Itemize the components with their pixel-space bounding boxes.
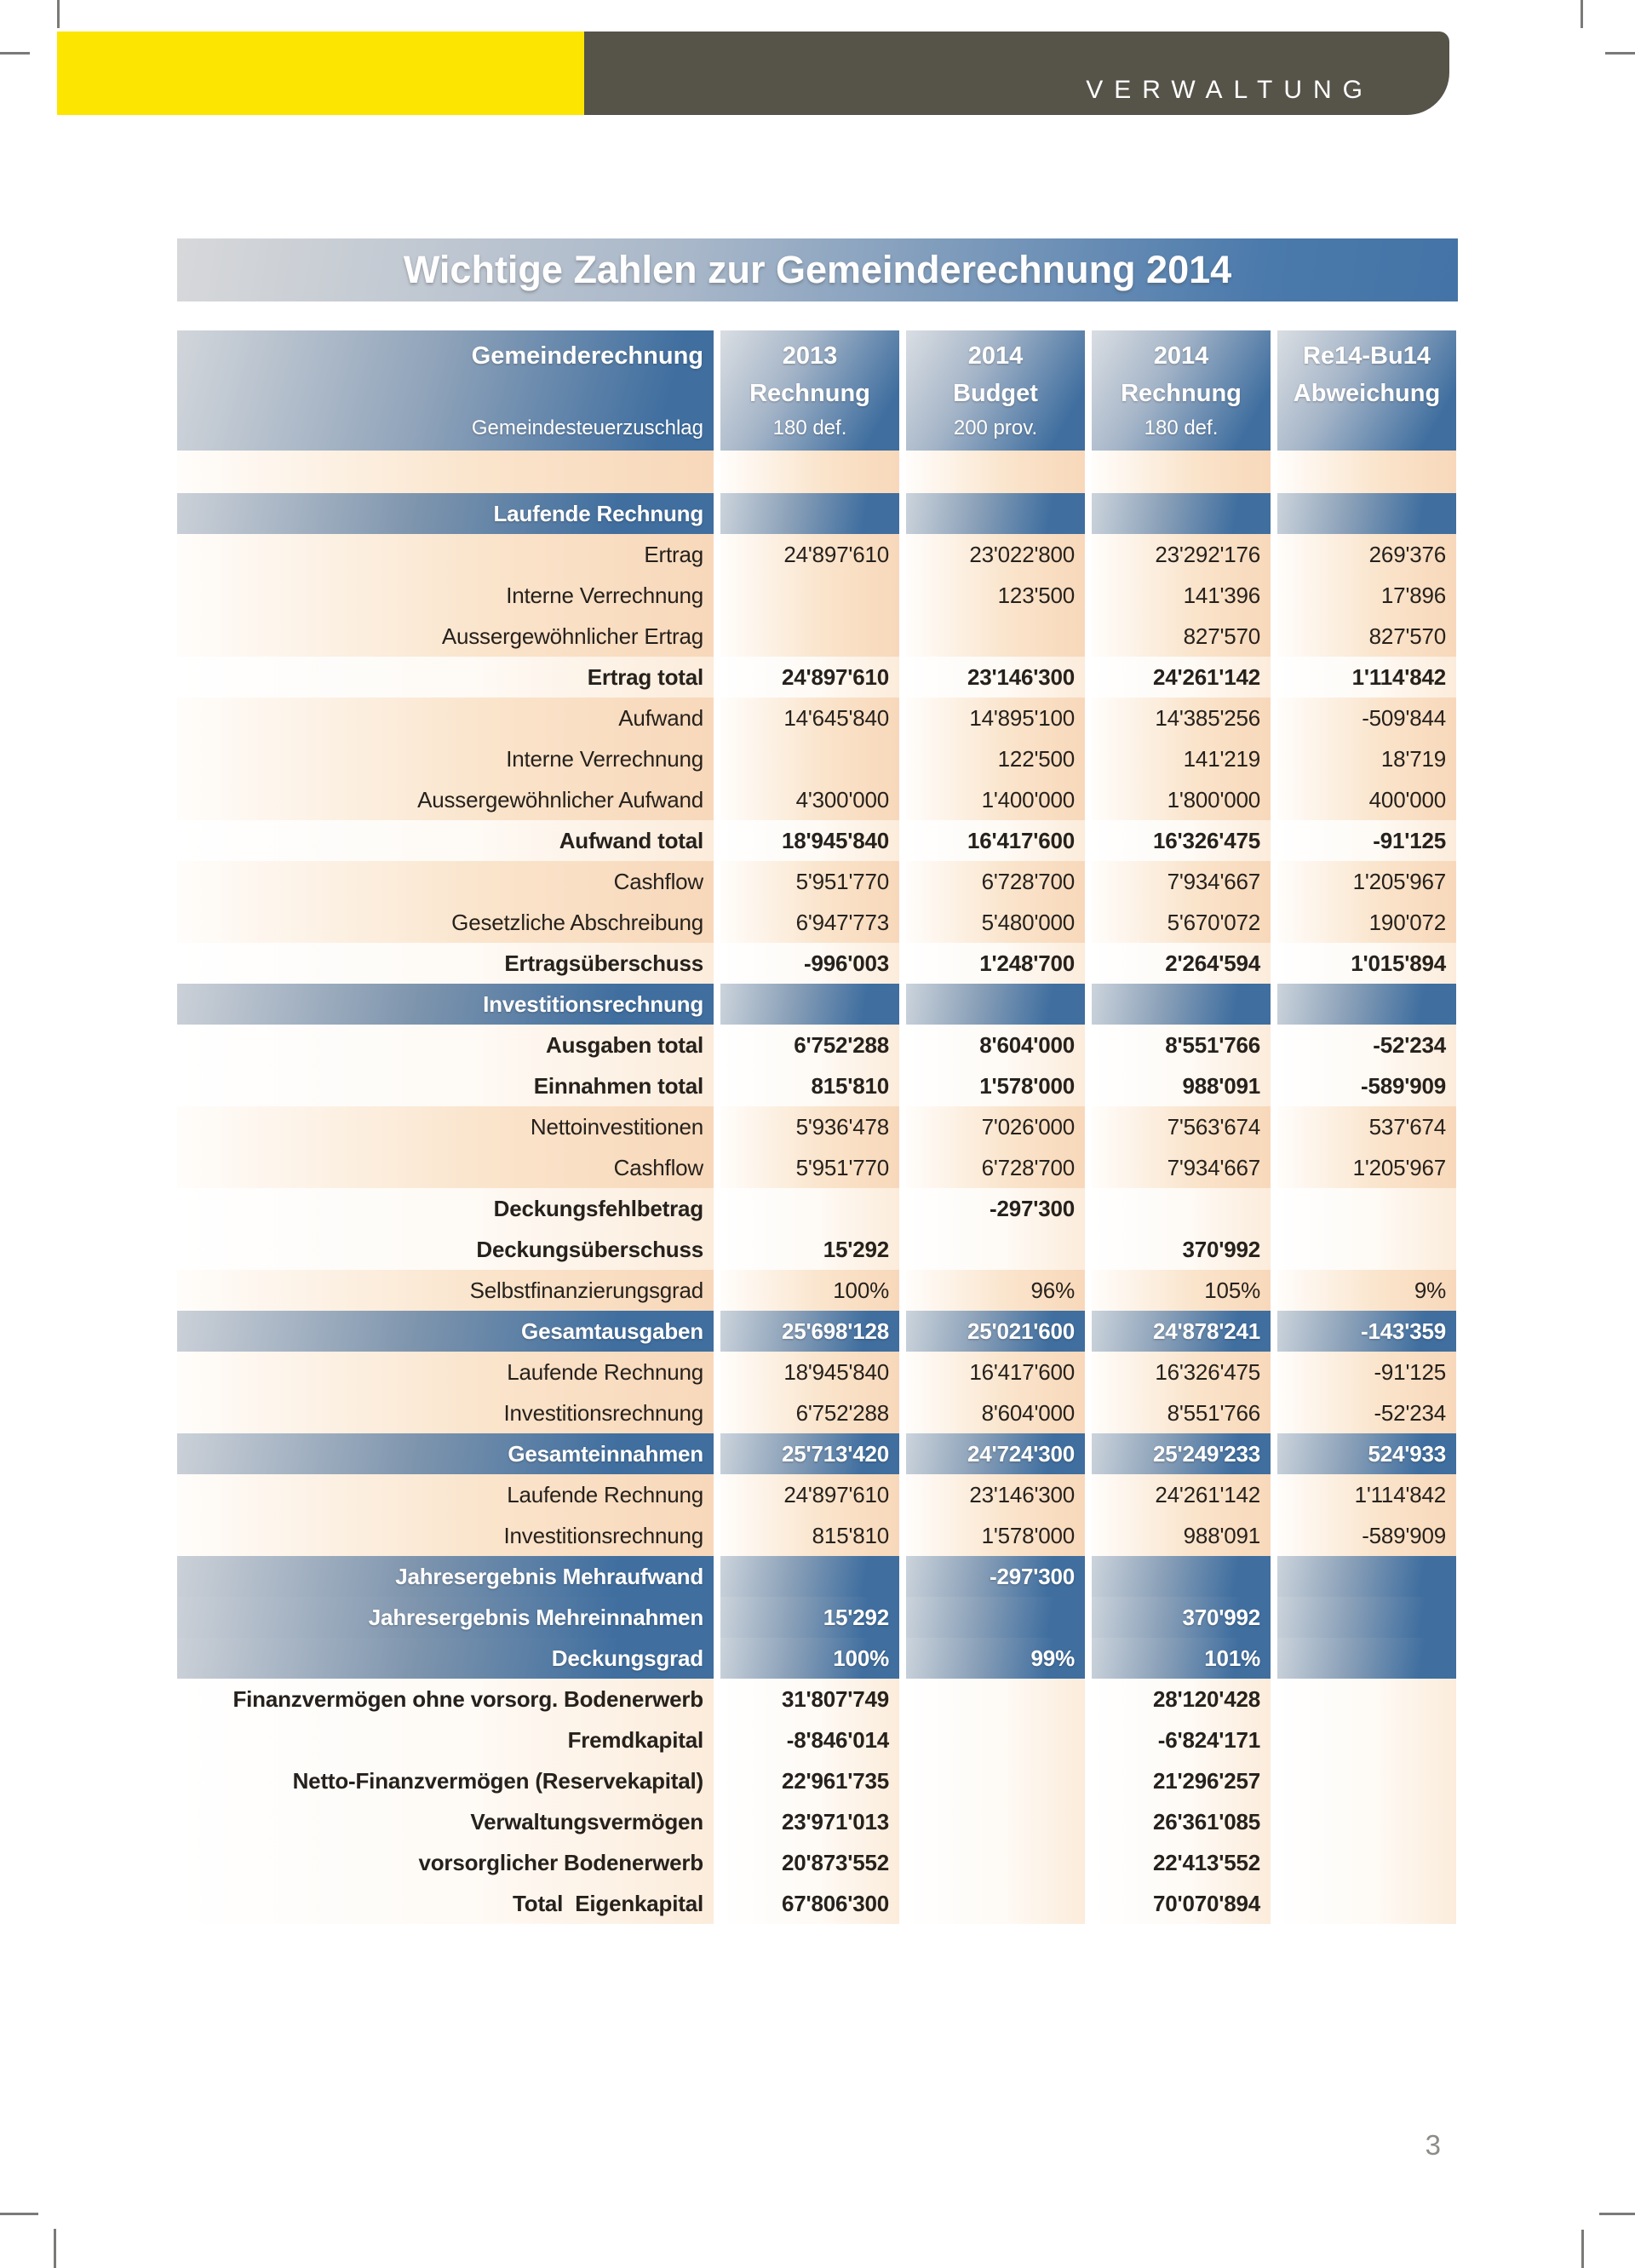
- table-row: [177, 616, 1456, 657]
- cell-value-col1: [720, 1188, 899, 1229]
- cell-value-col2: 16'417'600: [906, 1352, 1085, 1392]
- cell-value-col4: -52'234: [1277, 1392, 1456, 1433]
- header-column-4-line2: Abweichung: [1293, 379, 1441, 407]
- cell-value-col2: 23'146'300: [906, 657, 1085, 698]
- header-column-2-line1: 2014: [967, 342, 1024, 370]
- header-column-2-line2: Budget: [953, 379, 1038, 407]
- row-label: Jahresergebnis Mehreinnahmen: [177, 1597, 714, 1638]
- section-row: [177, 984, 1456, 1025]
- cell-value-col4: -589'909: [1277, 1515, 1456, 1556]
- page-number: 3: [1425, 2129, 1441, 2161]
- cell-value-col1: 25'698'128: [720, 1311, 899, 1352]
- cell-value-col4: -589'909: [1277, 1065, 1456, 1106]
- banner-yellow-block: [57, 32, 584, 115]
- table-row: [177, 657, 1456, 698]
- row-label: Fremdkapital: [177, 1720, 714, 1760]
- cell-value-col1: 24'897'610: [720, 657, 899, 698]
- crop-mark-top-left-h: [0, 52, 30, 55]
- cell-value-col2: [906, 984, 1085, 1025]
- row-label: Cashflow: [177, 1147, 714, 1188]
- cell-value-col1: [720, 738, 899, 779]
- cell-value-col4: -52'234: [1277, 1025, 1456, 1065]
- cell-value-col4: [1277, 1188, 1456, 1229]
- cell-value-col2: 6'728'700: [906, 1147, 1085, 1188]
- table-row: [177, 1392, 1456, 1433]
- table-row: [177, 1597, 1456, 1638]
- cell-value-col4: 537'674: [1277, 1106, 1456, 1147]
- table-row: [177, 1883, 1456, 1924]
- cell-value-col1: 5'951'770: [720, 861, 899, 902]
- table-row: [177, 1352, 1456, 1392]
- header-column-2-line3: 200 prov.: [953, 416, 1038, 439]
- cell-value-col1: 31'807'749: [720, 1679, 899, 1720]
- table-row: [177, 1720, 1456, 1760]
- table-row: [177, 779, 1456, 820]
- crop-mark-bottom-left-v: [54, 2229, 56, 2268]
- row-label: Finanzvermögen ohne vorsorg. Bodenerwerb: [177, 1679, 714, 1720]
- cell-value-col2: 23'022'800: [906, 534, 1085, 575]
- cell-value-col2: 24'724'300: [906, 1433, 1085, 1474]
- cell-value-col1: 18'945'840: [720, 820, 899, 861]
- cell-value-col2: 6'728'700: [906, 861, 1085, 902]
- cell-value-col4: -91'125: [1277, 1352, 1456, 1392]
- cell-value-col3: 24'261'142: [1092, 1474, 1271, 1515]
- cell-value-col4: 400'000: [1277, 779, 1456, 820]
- table-row: [177, 1474, 1456, 1515]
- cell-value-col3: [1092, 984, 1271, 1025]
- banner-dark-block: [584, 32, 1449, 115]
- row-label: Selbstfinanzierungsgrad: [177, 1270, 714, 1311]
- table-row: [177, 575, 1456, 616]
- table-row: [177, 1760, 1456, 1801]
- header-label-bottom: Gemeindesteuerzuschlag: [471, 416, 703, 439]
- cell-value-col2: -297'300: [906, 1556, 1085, 1597]
- cell-value-col2: 8'604'000: [906, 1025, 1085, 1065]
- header-column-1-line1: 2013: [782, 342, 838, 370]
- row-label: Netto-Finanzvermögen (Reservekapital): [177, 1760, 714, 1801]
- cell-value-col1: 6'947'773: [720, 902, 899, 943]
- cell-value-col3: 28'120'428: [1092, 1679, 1271, 1720]
- cell-value-col2: 1'248'700: [906, 943, 1085, 984]
- cell-value-col3: -6'824'171: [1092, 1720, 1271, 1760]
- cell-value-col1: 67'806'300: [720, 1883, 899, 1924]
- table-row: [177, 1638, 1456, 1679]
- cell-value-col2: 23'146'300: [906, 1474, 1085, 1515]
- cell-value-col3: 23'292'176: [1092, 534, 1271, 575]
- cell-value-col4: 1'205'967: [1277, 861, 1456, 902]
- row-label: Ausgaben total: [177, 1025, 714, 1065]
- table-row: [177, 861, 1456, 902]
- cell-value-col1: [720, 984, 899, 1025]
- cell-value-col1: [720, 575, 899, 616]
- cell-value-col1: 24'897'610: [720, 534, 899, 575]
- cell-value-col4: 18'719: [1277, 738, 1456, 779]
- cell-value-col4: [1277, 1556, 1456, 1597]
- cell-value-col2: 5'480'000: [906, 902, 1085, 943]
- cell-value-col2: 25'021'600: [906, 1311, 1085, 1352]
- table-row: [177, 1025, 1456, 1065]
- cell-value-col4: -143'359: [1277, 1311, 1456, 1352]
- cell-value-col2: [906, 1720, 1085, 1760]
- cell-value-col2: 99%: [906, 1638, 1085, 1679]
- cell-value-col4: [1277, 1597, 1456, 1638]
- cell-value-col2: 96%: [906, 1270, 1085, 1311]
- cell-value-col2: 7'026'000: [906, 1106, 1085, 1147]
- row-label: Investitionsrechnung: [177, 984, 714, 1025]
- crop-mark-top-right-h: [1605, 52, 1635, 55]
- table-row: [177, 738, 1456, 779]
- cell-value-col3: 7'563'674: [1092, 1106, 1271, 1147]
- cell-value-col1: 6'752'288: [720, 1025, 899, 1065]
- cell-value-col1: 15'292: [720, 1229, 899, 1270]
- cell-value-col3: 7'934'667: [1092, 861, 1271, 902]
- table-row: [177, 1065, 1456, 1106]
- cell-value-col1: [720, 451, 899, 493]
- cell-value-col3: 24'261'142: [1092, 657, 1271, 698]
- cell-value-col1: 15'292: [720, 1597, 899, 1638]
- table-row: [177, 943, 1456, 984]
- cell-value-col4: 190'072: [1277, 902, 1456, 943]
- cell-value-col1: 5'951'770: [720, 1147, 899, 1188]
- cell-value-col1: 6'752'288: [720, 1392, 899, 1433]
- cell-value-col4: [1277, 1720, 1456, 1760]
- cell-value-col1: [720, 616, 899, 657]
- cell-value-col3: 101%: [1092, 1638, 1271, 1679]
- cell-value-col3: 2'264'594: [1092, 943, 1271, 984]
- cell-value-col1: 24'897'610: [720, 1474, 899, 1515]
- cell-value-col4: 1'114'842: [1277, 657, 1456, 698]
- cell-value-col2: [906, 1679, 1085, 1720]
- crop-mark-bottom-left-h: [0, 2213, 38, 2215]
- cell-value-col2: 14'895'100: [906, 698, 1085, 738]
- cell-value-col4: [1277, 1760, 1456, 1801]
- row-label: Aufwand: [177, 698, 714, 738]
- cell-value-col4: [1277, 1801, 1456, 1842]
- cell-value-col4: [1277, 984, 1456, 1025]
- cell-value-col2: [906, 1842, 1085, 1883]
- header-label-top: Gemeinderechnung: [471, 342, 703, 370]
- cell-value-col2: [906, 1883, 1085, 1924]
- crop-mark-bottom-right-v: [1581, 2230, 1584, 2268]
- cell-value-col3: 16'326'475: [1092, 820, 1271, 861]
- cell-value-col2: 1'578'000: [906, 1515, 1085, 1556]
- table-row: [177, 1229, 1456, 1270]
- row-label: Deckungsüberschuss: [177, 1229, 714, 1270]
- cell-value-col1: 18'945'840: [720, 1352, 899, 1392]
- row-label: Investitionsrechnung: [177, 1515, 714, 1556]
- cell-value-col4: 1'015'894: [1277, 943, 1456, 984]
- cell-value-col2: 123'500: [906, 575, 1085, 616]
- table-row: [177, 1106, 1456, 1147]
- row-label: vorsorglicher Bodenerwerb: [177, 1842, 714, 1883]
- table-row: [177, 1311, 1456, 1352]
- row-label: Ertrag: [177, 534, 714, 575]
- table-row: [177, 1556, 1456, 1597]
- cell-value-col1: 22'961'735: [720, 1760, 899, 1801]
- cell-value-col4: 524'933: [1277, 1433, 1456, 1474]
- table-row: [177, 1842, 1456, 1883]
- cell-value-col2: [906, 493, 1085, 534]
- row-label: Ertragsüberschuss: [177, 943, 714, 984]
- row-label: [177, 451, 714, 493]
- header-column-3-line3: 180 def.: [1144, 416, 1219, 439]
- cell-value-col2: -297'300: [906, 1188, 1085, 1229]
- header-column-1-line2: Rechnung: [749, 379, 870, 407]
- row-label: Einnahmen total: [177, 1065, 714, 1106]
- header-column-4: [1277, 330, 1456, 451]
- row-label: Gesetzliche Abschreibung: [177, 902, 714, 943]
- cell-value-col3: [1092, 493, 1271, 534]
- cell-value-col1: 14'645'840: [720, 698, 899, 738]
- report-title: Wichtige Zahlen zur Gemeinderechnung 2014: [403, 248, 1232, 291]
- cell-value-col3: 141'219: [1092, 738, 1271, 779]
- table-row: [177, 1801, 1456, 1842]
- table-row: [177, 1433, 1456, 1474]
- cell-value-col1: 23'971'013: [720, 1801, 899, 1842]
- header-column-1: [720, 330, 899, 451]
- crop-mark-top-left-v: [57, 0, 60, 28]
- cell-value-col1: -8'846'014: [720, 1720, 899, 1760]
- row-label: Gesamtausgaben: [177, 1311, 714, 1352]
- header-column-3-line2: Rechnung: [1121, 379, 1242, 407]
- financial-table: [177, 330, 1456, 1924]
- cell-value-col1: 5'936'478: [720, 1106, 899, 1147]
- cell-value-col2: [906, 451, 1085, 493]
- cell-value-col2: 1'578'000: [906, 1065, 1085, 1106]
- cell-value-col3: 24'878'241: [1092, 1311, 1271, 1352]
- cell-value-col1: [720, 1556, 899, 1597]
- table-row: [177, 902, 1456, 943]
- table-row: [177, 1188, 1456, 1229]
- cell-value-col3: 370'992: [1092, 1597, 1271, 1638]
- cell-value-col1: -996'003: [720, 943, 899, 984]
- header-column-2: [906, 330, 1085, 451]
- cell-value-col4: 17'896: [1277, 575, 1456, 616]
- cell-value-col3: 370'992: [1092, 1229, 1271, 1270]
- row-label: Jahresergebnis Mehraufwand: [177, 1556, 714, 1597]
- row-label: Deckungsfehlbetrag: [177, 1188, 714, 1229]
- row-label: Aufwand total: [177, 820, 714, 861]
- cell-value-col3: 1'800'000: [1092, 779, 1271, 820]
- header-label-cell: [177, 330, 714, 451]
- cell-value-col3: [1092, 1556, 1271, 1597]
- cell-value-col4: [1277, 1638, 1456, 1679]
- cell-value-col1: 815'810: [720, 1065, 899, 1106]
- section-row: [177, 493, 1456, 534]
- row-label: Laufende Rechnung: [177, 493, 714, 534]
- cell-value-col2: 16'417'600: [906, 820, 1085, 861]
- row-label: Cashflow: [177, 861, 714, 902]
- cell-value-col4: 827'570: [1277, 616, 1456, 657]
- report-title-bar: [177, 238, 1458, 301]
- header-column-1-line3: 180 def.: [772, 416, 847, 439]
- row-label: Ertrag total: [177, 657, 714, 698]
- cell-value-col2: [906, 1801, 1085, 1842]
- row-label: Investitionsrechnung: [177, 1392, 714, 1433]
- cell-value-col3: 8'551'766: [1092, 1392, 1271, 1433]
- banner-section-label: VERWALTUNG: [1086, 76, 1374, 104]
- cell-value-col4: [1277, 451, 1456, 493]
- table-row: [177, 1515, 1456, 1556]
- table-row: [177, 534, 1456, 575]
- cell-value-col3: 827'570: [1092, 616, 1271, 657]
- cell-value-col4: 1'114'842: [1277, 1474, 1456, 1515]
- cell-value-col4: [1277, 493, 1456, 534]
- cell-value-col3: 14'385'256: [1092, 698, 1271, 738]
- cell-value-col3: 988'091: [1092, 1515, 1271, 1556]
- cell-value-col4: -509'844: [1277, 698, 1456, 738]
- row-label: Laufende Rechnung: [177, 1352, 714, 1392]
- table-row: [177, 820, 1456, 861]
- cell-value-col4: [1277, 1229, 1456, 1270]
- crop-mark-bottom-right-h: [1599, 2213, 1635, 2215]
- row-label: Laufende Rechnung: [177, 1474, 714, 1515]
- cell-value-col2: 8'604'000: [906, 1392, 1085, 1433]
- cell-value-col1: 20'873'552: [720, 1842, 899, 1883]
- table-body: [177, 451, 1456, 1924]
- cell-value-col3: 105%: [1092, 1270, 1271, 1311]
- cell-value-col2: [906, 1597, 1085, 1638]
- cell-value-col2: [906, 1760, 1085, 1801]
- cell-value-col2: [906, 616, 1085, 657]
- cell-value-col1: 4'300'000: [720, 779, 899, 820]
- table-row: [177, 1679, 1456, 1720]
- cell-value-col3: 25'249'233: [1092, 1433, 1271, 1474]
- cell-value-col3: 7'934'667: [1092, 1147, 1271, 1188]
- row-label: Nettoinvestitionen: [177, 1106, 714, 1147]
- cell-value-col3: 16'326'475: [1092, 1352, 1271, 1392]
- cell-value-col4: 9%: [1277, 1270, 1456, 1311]
- cell-value-col2: 1'400'000: [906, 779, 1085, 820]
- row-label: Interne Verrechnung: [177, 575, 714, 616]
- cell-value-col3: [1092, 451, 1271, 493]
- cell-value-col1: 100%: [720, 1638, 899, 1679]
- header-column-3: [1092, 330, 1271, 451]
- cell-value-col4: [1277, 1679, 1456, 1720]
- cell-value-col3: 988'091: [1092, 1065, 1271, 1106]
- row-label: Verwaltungsvermögen: [177, 1801, 714, 1842]
- cell-value-col3: 21'296'257: [1092, 1760, 1271, 1801]
- cell-value-col1: [720, 493, 899, 534]
- header-column-3-line1: 2014: [1153, 342, 1209, 370]
- cell-value-col3: 5'670'072: [1092, 902, 1271, 943]
- row-label: Aussergewöhnlicher Aufwand: [177, 779, 714, 820]
- cell-value-col1: 100%: [720, 1270, 899, 1311]
- cell-value-col3: 70'070'894: [1092, 1883, 1271, 1924]
- top-banner: [57, 32, 1449, 115]
- cell-value-col3: 141'396: [1092, 575, 1271, 616]
- table-header-row: [177, 330, 1456, 451]
- cell-value-col1: 25'713'420: [720, 1433, 899, 1474]
- header-column-4-line1: Re14-Bu14: [1303, 342, 1431, 370]
- row-label: Gesamteinnahmen: [177, 1433, 714, 1474]
- cell-value-col4: 269'376: [1277, 534, 1456, 575]
- cell-value-col3: [1092, 1188, 1271, 1229]
- cell-value-col4: [1277, 1883, 1456, 1924]
- row-label: Interne Verrechnung: [177, 738, 714, 779]
- row-label: Aussergewöhnlicher Ertrag: [177, 616, 714, 657]
- row-label: Total Eigenkapital: [177, 1883, 714, 1924]
- cell-value-col4: [1277, 1842, 1456, 1883]
- cell-value-col4: 1'205'967: [1277, 1147, 1456, 1188]
- crop-mark-top-right-v: [1580, 0, 1583, 28]
- cell-value-col4: -91'125: [1277, 820, 1456, 861]
- table-row: [177, 698, 1456, 738]
- cell-value-col3: 26'361'085: [1092, 1801, 1271, 1842]
- row-label: Deckungsgrad: [177, 1638, 714, 1679]
- table-row: [177, 1147, 1456, 1188]
- table-row: [177, 1270, 1456, 1311]
- cell-value-col1: 815'810: [720, 1515, 899, 1556]
- cell-value-col3: 22'413'552: [1092, 1842, 1271, 1883]
- cell-value-col3: 8'551'766: [1092, 1025, 1271, 1065]
- cell-value-col2: [906, 1229, 1085, 1270]
- cell-value-col2: 122'500: [906, 738, 1085, 779]
- table-row: [177, 451, 1456, 493]
